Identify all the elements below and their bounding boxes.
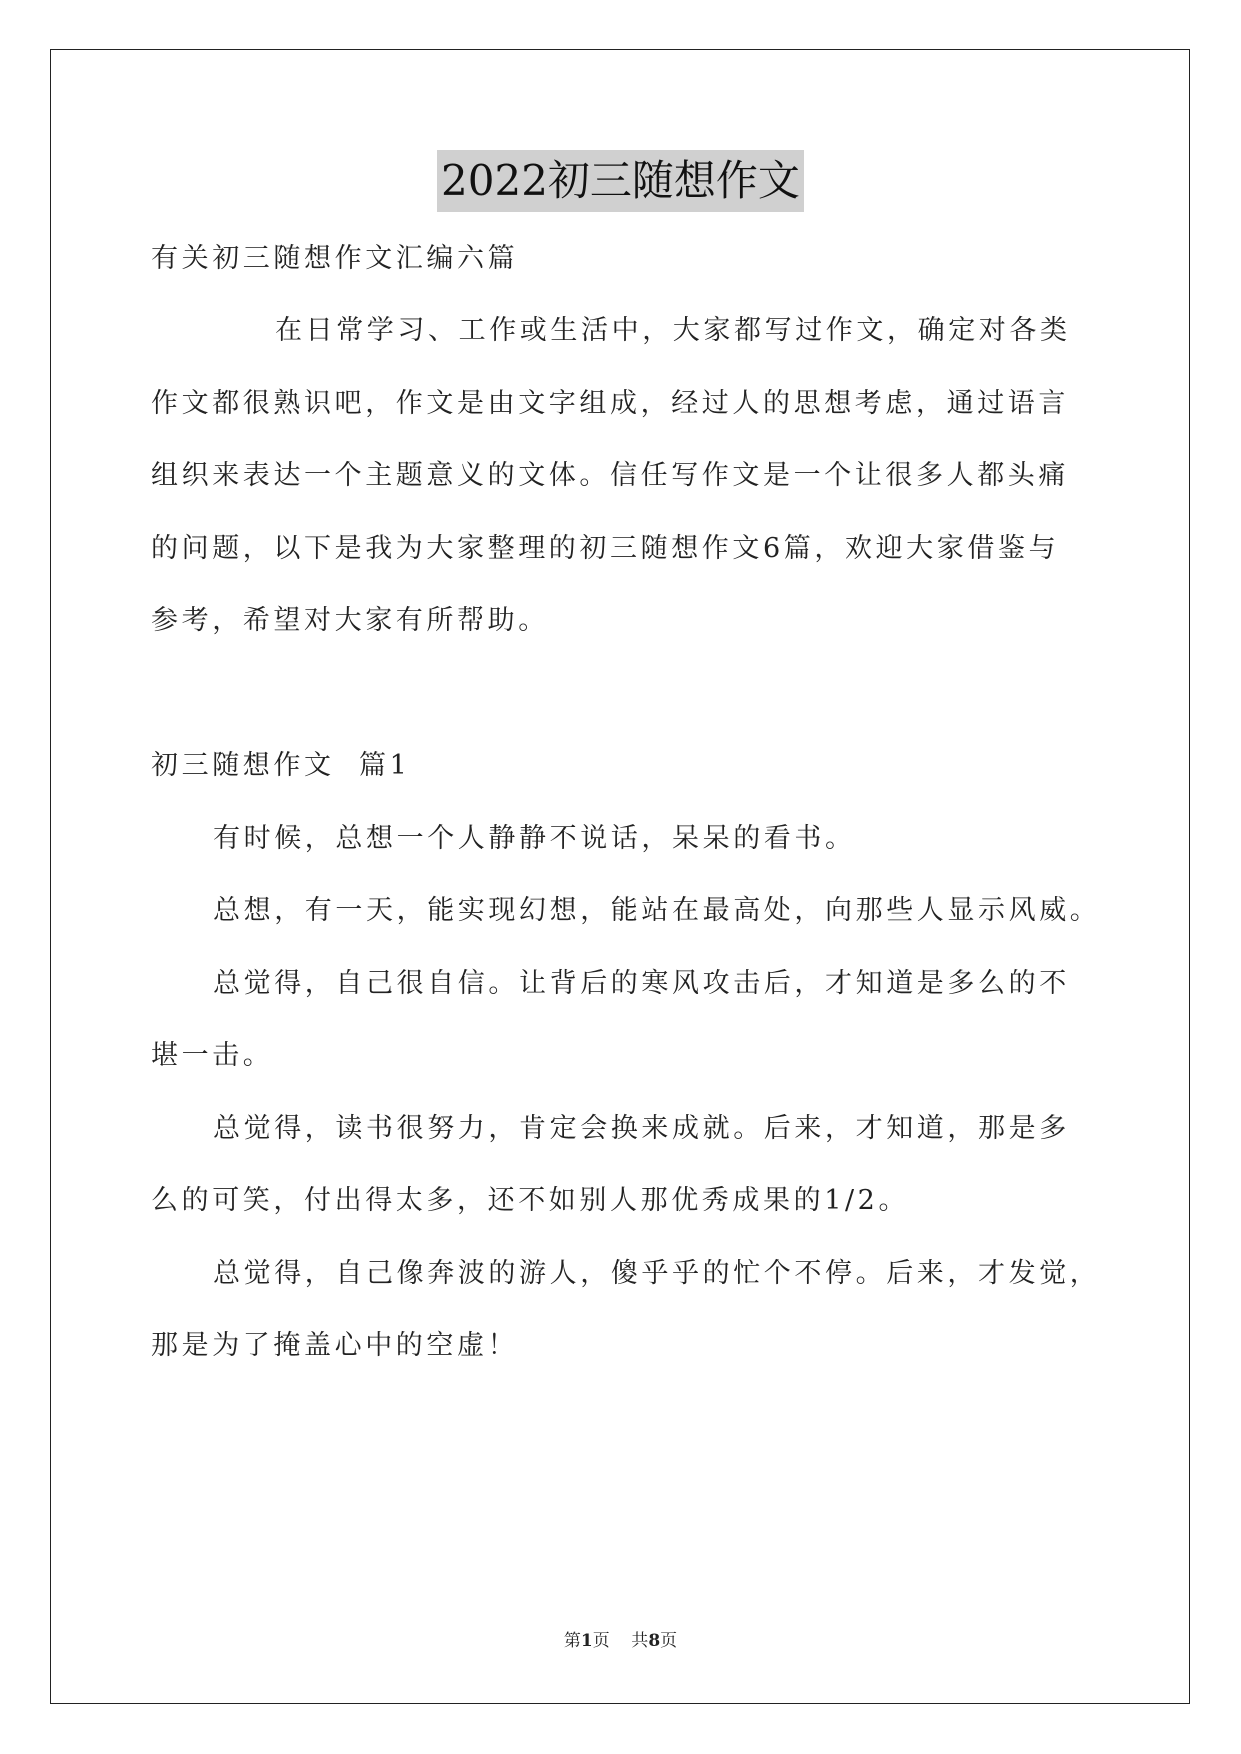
- intro-line: 参考，希望对大家有所帮助。: [151, 605, 549, 636]
- page-footer: [0, 1626, 1241, 1651]
- footer-suffix: 页: [660, 1631, 678, 1651]
- body-line: 总觉得，读书很努力，肯定会换来成就。后来，才知道，那是多: [213, 1113, 1070, 1144]
- footer-mid: 页 共: [592, 1631, 649, 1651]
- section-heading: 初三随想作文 篇1: [151, 750, 411, 781]
- body-line: 有时候，总想一个人静静不说话，呆呆的看书。: [213, 823, 856, 854]
- footer-prefix: 第: [563, 1631, 581, 1651]
- page-border: [50, 49, 1190, 1704]
- document-subtitle: 有关初三随想作文汇编六篇: [151, 243, 519, 274]
- title-container: [0, 150, 1241, 212]
- intro-line: 在日常学习、工作或生活中，大家都写过作文，确定对各类: [275, 315, 1071, 346]
- footer-total-pages: 8: [648, 1631, 661, 1651]
- body-line: 总觉得，自己像奔波的游人，傻乎乎的忙个不停。后来，才发觉，: [213, 1258, 1101, 1289]
- body-line: 总想，有一天，能实现幻想，能站在最高处，向那些人显示风威。: [213, 895, 1101, 926]
- footer-page-number: 1: [580, 1631, 593, 1651]
- body-line: 堪一击。: [151, 1040, 274, 1071]
- document-title: 2022初三随想作文: [437, 150, 804, 212]
- body-line: 总觉得，自己很自信。让背后的寒风攻击后，才知道是多么的不: [213, 968, 1070, 999]
- intro-line: 作文都很熟识吧，作文是由文字组成，经过人的思想考虑，通过语言: [151, 388, 1069, 419]
- intro-line: 的问题，以下是我为大家整理的初三随想作文6篇，欢迎大家借鉴与: [151, 533, 1060, 564]
- body-line: 么的可笑，付出得太多，还不如别人那优秀成果的1/2。: [151, 1185, 910, 1216]
- body-line: 那是为了掩盖心中的空虚！: [151, 1330, 519, 1361]
- intro-line: 组织来表达一个主题意义的文体。信任写作文是一个让很多人都头痛: [151, 460, 1069, 491]
